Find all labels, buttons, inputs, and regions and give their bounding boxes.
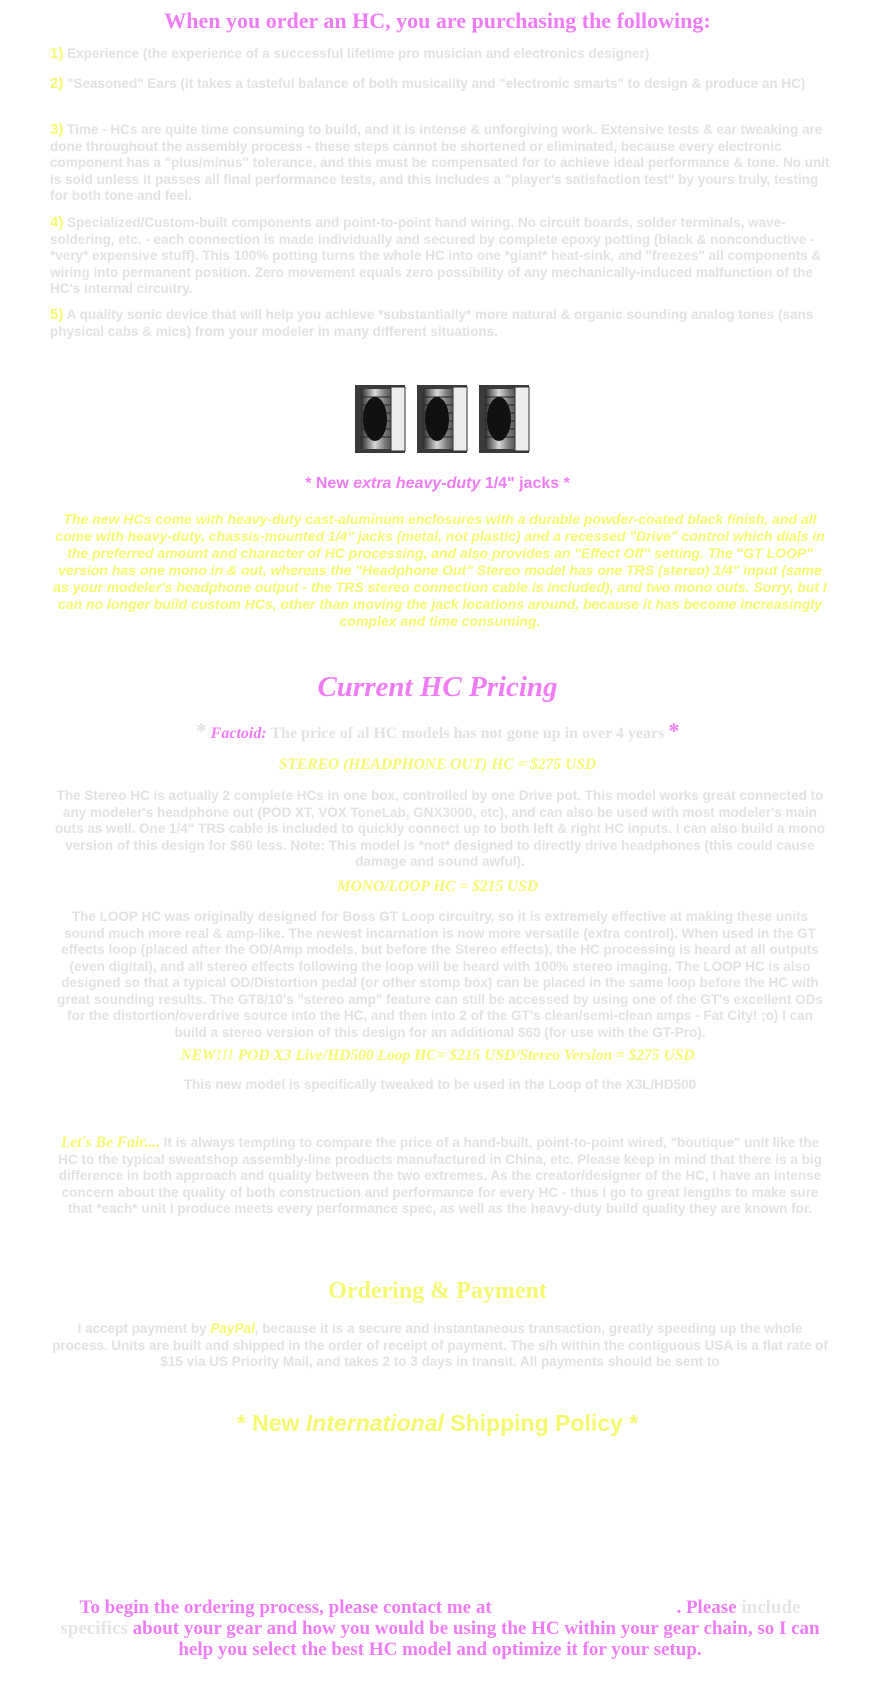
jack-icon xyxy=(417,385,467,453)
fair-paragraph xyxy=(50,1135,830,1218)
paypal-link[interactable]: PayPal xyxy=(210,1321,255,1336)
fair-label: Let's Be Fair.... xyxy=(60,1134,160,1151)
page-title: When you order an HC, you are purchasing the following: xyxy=(164,8,711,33)
contact-text-a: To begin the ordering process, please contact me at xyxy=(79,1597,497,1618)
factoid-star-end: * xyxy=(668,718,680,743)
ordering-post: , because it is a secure and instantaneous transaction, greatly speeding up the whole process. Units are built and shipped in the order of receipt of payment. The s/h within the contiguous USA is a flat rate of $15 via US Priority Mail, and takes 2 to 3 days in transit. All payments should be sent to xyxy=(52,1321,828,1369)
factoid-line xyxy=(0,718,875,744)
item-number: 5) xyxy=(50,306,64,323)
pod-description: This new model is specifically tweaked to be used in the Loop of the X3L/HD500 xyxy=(183,1077,697,1092)
contact-text-b: . Please xyxy=(676,1597,742,1618)
jacks-caption xyxy=(0,475,875,493)
jack-icon xyxy=(355,385,405,453)
jack-icon xyxy=(479,385,529,453)
list-item xyxy=(50,215,830,298)
item-number: 2) xyxy=(50,75,64,92)
pod-price-title: NEW!!! POD X3 Live/HD500 Loop HC= $215 USD/Stereo Version = $275 USD xyxy=(180,1047,695,1064)
intl-prefix: * New xyxy=(236,1410,306,1436)
fair-text: It is always tempting to compare the price of a hand-built, point-to-point wired, "boutique" unit like the HC to the typical sweatshop assembly-line products manufactured in China, etc. Please keep in mind that there is a big difference in both approach and quality between the two extremes. As the creator/designer of the HC, I have an intense concern about the quality of both construction and performance for every HC - thus I go to great lengths to make sure that *each* unit I produce meets every performance spec, as well as the heavy-duty build quality they are known for. xyxy=(58,1135,822,1216)
caption-emphasis: extra heavy-duty xyxy=(353,475,481,492)
stereo-description: The Stereo HC is actually 2 complete HCs in one box, controlled by one Drive pot. This model works great connected to any modeler's headphone out (POD XT, VOX ToneLab, GNX3000, etc), and can also be used with most modeler's main outs as well. One 1/4" TRS cable is included to quickly connect up to both left & right HC inputs. I can also build a mono version of this design for $60 less. Note: This model is *not* designed to directly drive headphones (this could cause damage and sound awful). xyxy=(55,788,825,869)
contact-paragraph xyxy=(60,1597,820,1660)
ordering-pre: I accept payment by xyxy=(77,1321,211,1336)
caption-suffix: 1/4" jacks * xyxy=(480,475,570,492)
item-text: Specialized/Custom-built components and point-to-point hand wiring. No circuit boards, solder terminals, wave-soldering, etc. - each connection is made individually and secured by complete epoxy potting (black & nonconductive - *very* expensive stuff). This 100% potting turns the whole HC into one *giant* heat-sink, and "freezes" all components & wiring into permanent position. Zero movement equals zero possibility of any mechanically-induced malfunction of the HC's internal circuitry. xyxy=(50,215,822,296)
item-text: Time - HCs are quite time consuming to build, and it is intense & unforgiving work. Extensive tests & ear tweaking are done throughout the assembly process - these steps cannot be shortened or eliminated, because every electronic component has a "plus/minus" tolerance, and this must be compensated for to achieve ideal performance & tone. No unit is sold unless it passes all final performance tests, and this includes a "player's satisfaction test" by yours truly, testing for both tone and feel. xyxy=(50,122,830,203)
list-item xyxy=(50,46,830,63)
mono-price-title: MONO/LOOP HC = $215 USD xyxy=(336,878,539,895)
pricing-heading: Current HC Pricing xyxy=(317,671,558,703)
item-number: 4) xyxy=(50,214,64,231)
ordering-heading: Ordering & Payment xyxy=(328,1278,547,1304)
intl-suffix: Shipping Policy * xyxy=(443,1410,639,1436)
item-number: 1) xyxy=(50,45,64,62)
enclosure-description: The new HCs come with heavy-duty cast-aluminum enclosures with a durable powder-coated black finish, and all come with heavy-duty, chassis-mounted 1/4" jacks (metal, not plastic) and a recessed "Drive" control which dials in the preferred amount and character of HC processing, and also provides an "Effect Off" setting. The "GT LOOP" version has one mono in & out, whereas the "Headphone Out" Stereo model has one TRS (stereo) 1/4" input (same as your modeler's headphone output - the TRS stereo connection cable is included), and two mono outs. Sorry, but I can no longer build custom HCs, other than moving the jack locations around, because it has become increasingly complex and time consuming. xyxy=(53,511,827,629)
list-item xyxy=(50,307,830,340)
item-text: "Seasoned" Ears (it takes a tasteful balance of both musicality and "electronic smarts" to design & produce an HC) xyxy=(67,76,806,91)
contact-text-d: about your gear and how you would be using the HC within your gear chain, so I can help you select the best HC model and optimize it for your setup. xyxy=(127,1618,820,1660)
intl-emphasis: International xyxy=(305,1410,444,1436)
list-item xyxy=(50,76,830,93)
factoid-text: The price of al HC models has not gone up in over 4 years xyxy=(266,725,669,742)
item-text: A quality sonic device that will help you achieve *substantially* more natural & organic sounding analog tones (sans physical cabs & mics) from your modeler in many different situations. xyxy=(50,307,814,339)
stereo-price-title: STEREO (HEADPHONE OUT) HC = $275 USD xyxy=(278,756,597,773)
factoid-star: * xyxy=(195,718,207,743)
item-number: 3) xyxy=(50,121,64,138)
international-heading xyxy=(0,1410,875,1437)
factoid-label: Factoid: xyxy=(210,725,267,742)
item-text: Experience (the experience of a successful lifetime pro musician and electronics designer) xyxy=(67,46,650,61)
mono-description: The LOOP HC was originally designed for Boss GT Loop circuitry, so it is extremely effective at making these units sound much more real & amp-like. The newest incarnation is now more versatile (extra control). When used in the GT effects loop (placed after the OD/Amp models, but before the Stereo effects), the HC processing is heard at all outputs (even digital), and all stereo effects following the loop will be heard with 100% stereo imaging. The LOOP HC is also designed so that a typical OD/Distortion pedal (or other stomp box) can be placed in the same loop before the HC with great sounding results. The GT8/10's "stereo amp" feature can still be accessed by using one of the GT's excellent ODs for the distortion/overdrive source into the HC, and then into 2 of the GT's clean/semi-clean amps - Fat City! ;o) I can build a stereo version of this design for an additional $60 (for use with the GT-Pro). xyxy=(57,909,823,1040)
ordering-paragraph xyxy=(50,1321,830,1371)
contact-emphasis: include specifics xyxy=(60,1597,801,1639)
jacks-image xyxy=(353,379,533,459)
list-item xyxy=(50,122,830,205)
caption-prefix: * New xyxy=(305,475,354,492)
